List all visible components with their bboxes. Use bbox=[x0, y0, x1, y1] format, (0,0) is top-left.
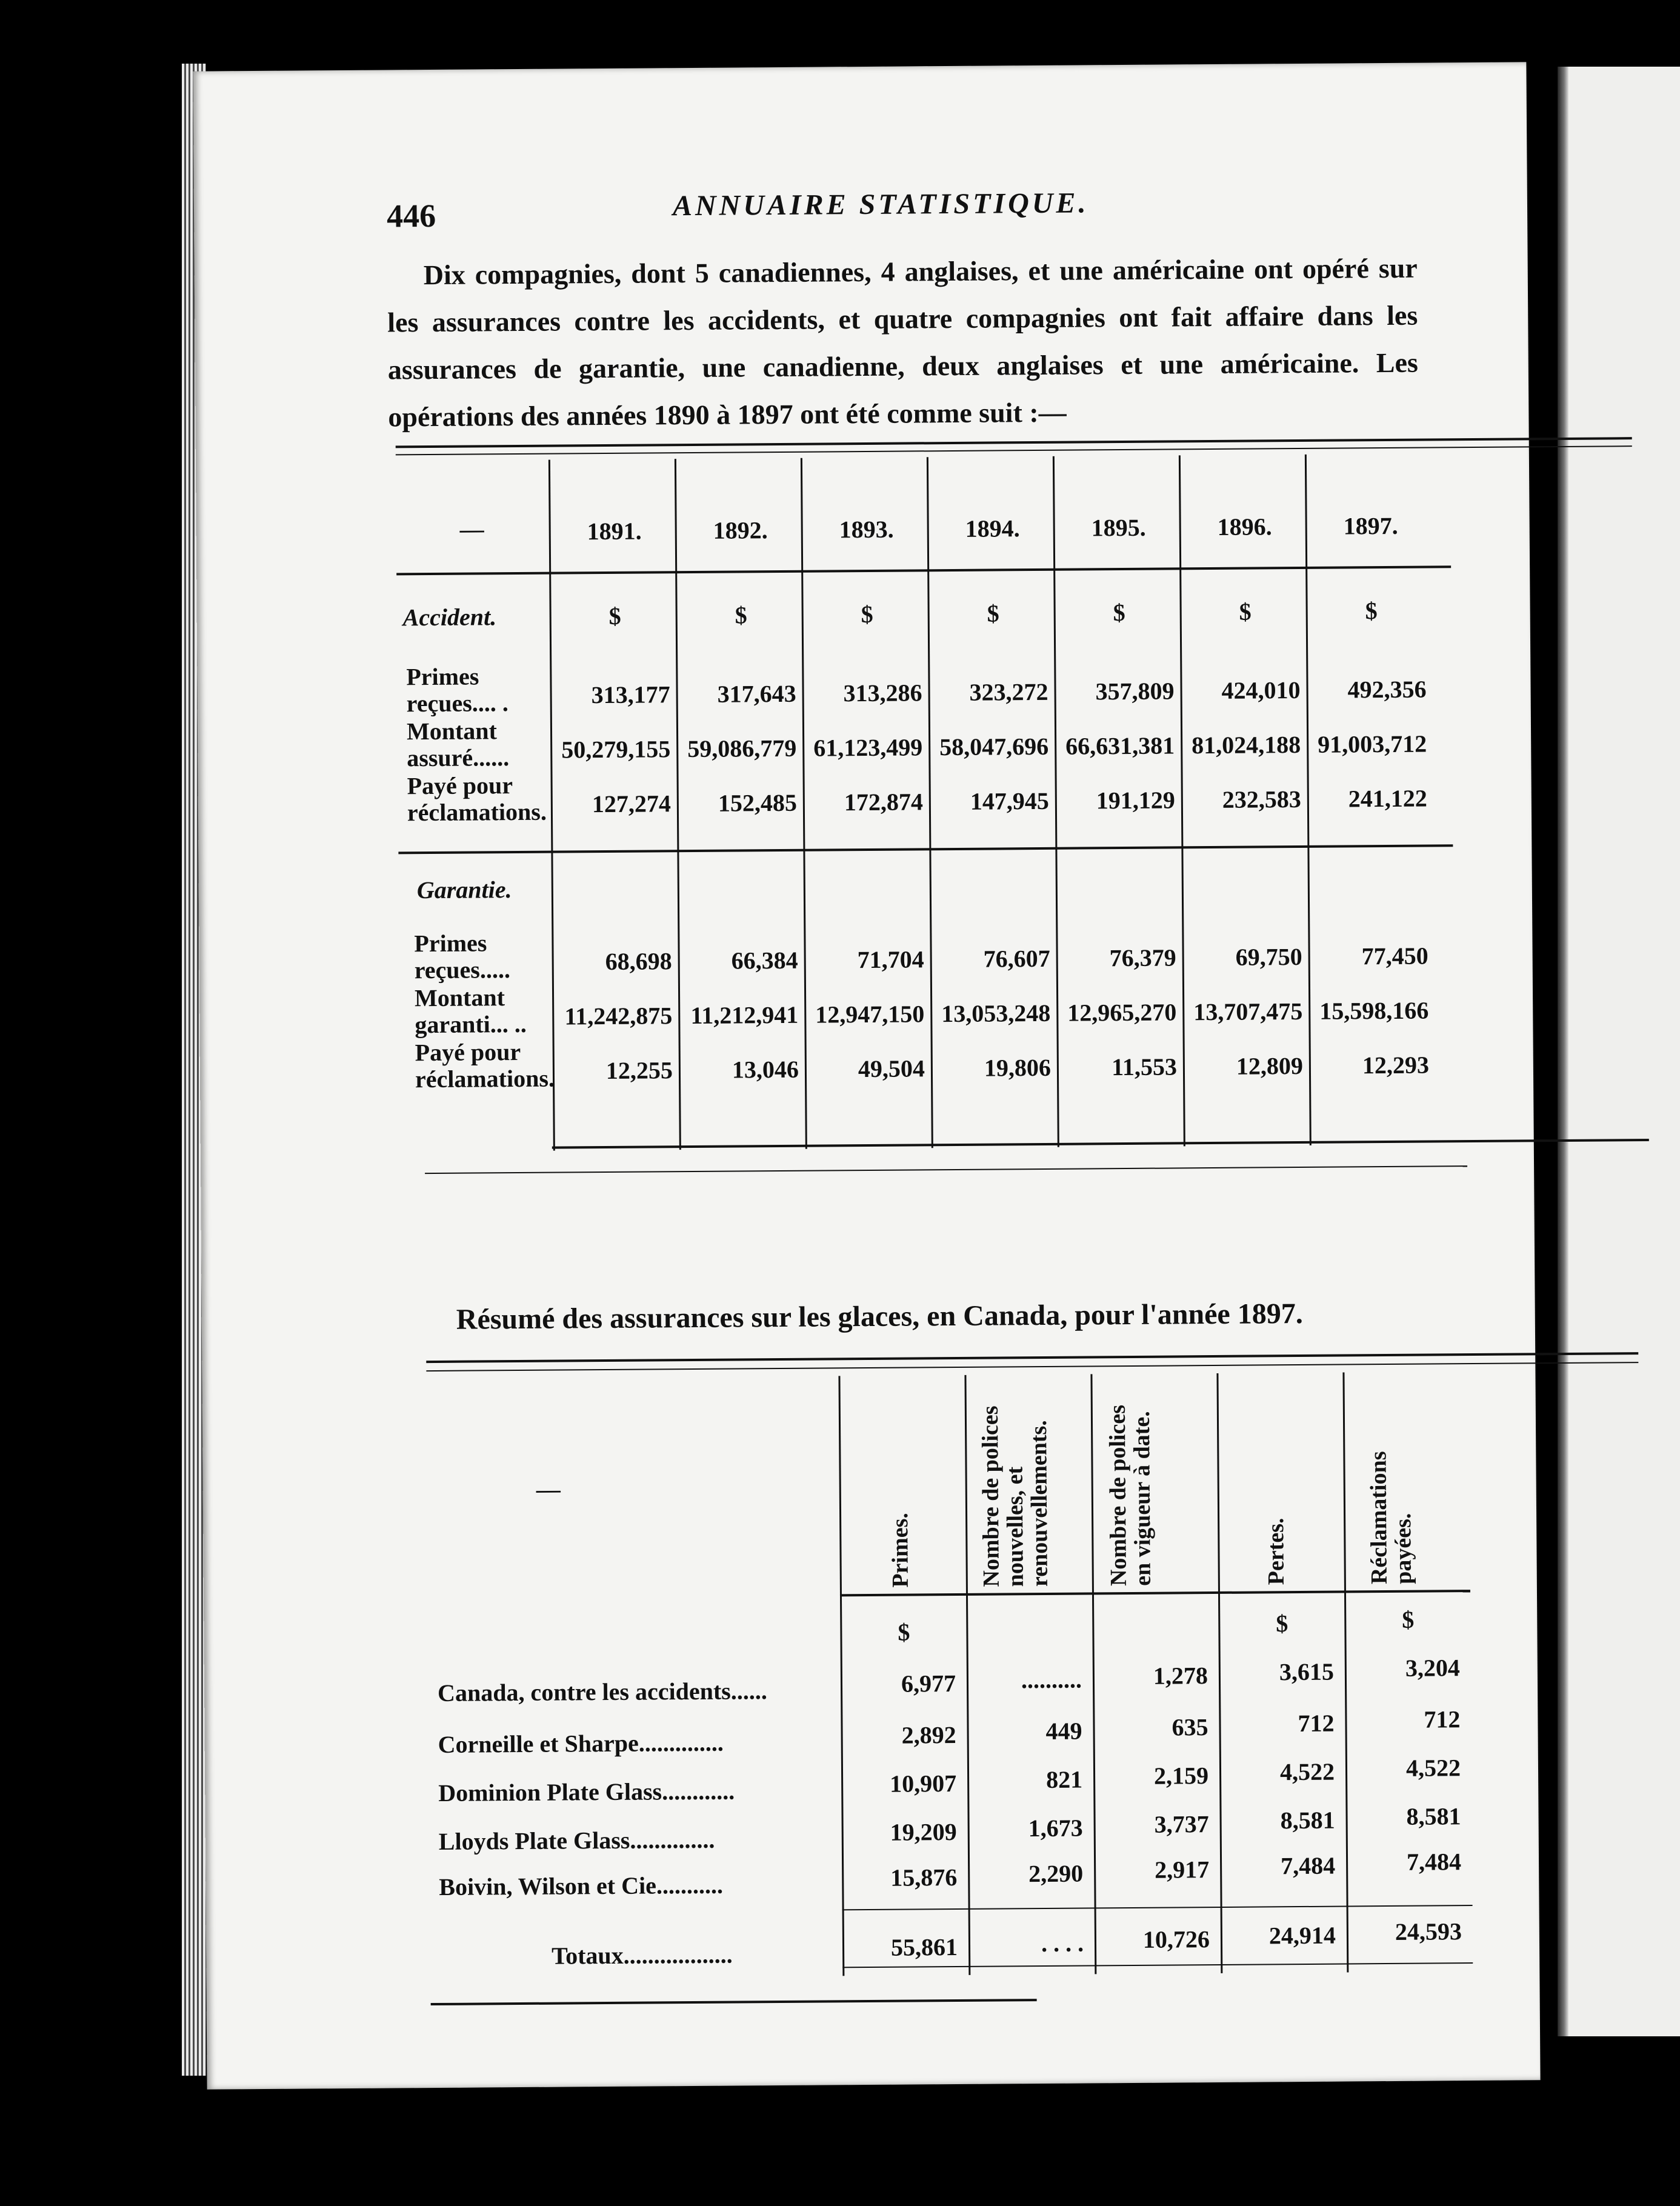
row-label: Montant assuré...... bbox=[406, 717, 510, 772]
leader-dots: ........... bbox=[656, 1871, 724, 1899]
table-cell: 492,356 bbox=[1347, 675, 1427, 704]
year-header: 1897. bbox=[1343, 512, 1398, 540]
col-divider bbox=[927, 457, 933, 1148]
table-cell: 12,965,270 bbox=[1067, 998, 1177, 1027]
currency-mark: $ bbox=[608, 602, 621, 630]
currency-mark: $ bbox=[735, 601, 747, 629]
table-cell: 241,122 bbox=[1348, 784, 1427, 813]
year-header: 1895. bbox=[1091, 513, 1146, 542]
company-row-label bbox=[439, 1871, 723, 1901]
column-header-primes: Primes. bbox=[887, 1513, 913, 1588]
subtotal-rule bbox=[842, 1905, 1473, 1910]
table-cell: 172,874 bbox=[844, 788, 924, 816]
section-title-garantie: Garantie. bbox=[416, 876, 512, 904]
table-cell: 821 bbox=[1045, 1765, 1083, 1793]
table-cell: 313,177 bbox=[591, 681, 670, 709]
table-cell: 77,450 bbox=[1361, 942, 1428, 970]
row-label: Primes reçues..... bbox=[414, 929, 511, 984]
table-cell: 313,286 bbox=[843, 679, 922, 707]
table-cell: 8,581 bbox=[1280, 1806, 1335, 1834]
table-cell: 15,598,166 bbox=[1319, 996, 1429, 1025]
table-cell: 11,242,875 bbox=[564, 1002, 673, 1030]
company-name: Canada, contre les accidents bbox=[437, 1677, 731, 1707]
table-cell: 357,809 bbox=[1095, 677, 1175, 705]
col-divider bbox=[675, 459, 681, 1150]
total-cell: . . . . bbox=[1041, 1929, 1084, 1958]
leader-dots: ............ bbox=[661, 1777, 735, 1805]
table-cell: 58,047,696 bbox=[939, 732, 1049, 761]
table-cell: 635 bbox=[1172, 1713, 1208, 1741]
currency-mark: $ bbox=[1113, 599, 1125, 627]
table-cell: 317,643 bbox=[717, 679, 796, 708]
table-cell: 191,129 bbox=[1096, 786, 1175, 815]
table-cell: 2,892 bbox=[901, 1721, 956, 1749]
table-cell: 12,947,150 bbox=[815, 1000, 925, 1028]
table-cell: 13,707,475 bbox=[1193, 997, 1303, 1026]
table-cell: 1,673 bbox=[1028, 1814, 1083, 1842]
leader-dots: .............. bbox=[630, 1825, 715, 1854]
book-gutter bbox=[1558, 67, 1568, 2036]
table-cell: 1,278 bbox=[1153, 1662, 1208, 1690]
company-row-label bbox=[438, 1676, 767, 1707]
section-title-accident: Accident. bbox=[402, 603, 497, 631]
glass-insurance-title: Résumé des assurances sur les glaces, en Canada, pour l'année 1897. bbox=[456, 1297, 1303, 1336]
total-cell: 10,726 bbox=[1142, 1925, 1210, 1953]
table-cell: 147,945 bbox=[970, 787, 1049, 815]
table-cell: 6,977 bbox=[901, 1669, 956, 1698]
currency-mark: $ bbox=[1402, 1605, 1415, 1633]
table-cell: 91,003,712 bbox=[1318, 730, 1427, 758]
leader-dots: .................. bbox=[623, 1941, 733, 1969]
table-cell: 232,583 bbox=[1222, 785, 1301, 813]
table-top-rule-2 bbox=[396, 445, 1632, 455]
table2-top-rule bbox=[426, 1352, 1638, 1363]
table-cell: 8,581 bbox=[1406, 1802, 1461, 1830]
col-divider bbox=[1216, 1373, 1222, 1973]
table-cell: 3,737 bbox=[1154, 1810, 1209, 1838]
table-cell: 11,212,941 bbox=[690, 1001, 799, 1030]
column-header-reclamations: Réclamations payées. bbox=[1365, 1451, 1416, 1585]
table-cell: 19,209 bbox=[890, 1818, 957, 1846]
col-divider bbox=[1090, 1374, 1096, 1974]
table-cell: 2,290 bbox=[1028, 1859, 1084, 1888]
table-cell: 69,750 bbox=[1235, 942, 1302, 971]
table-cell: 7,484 bbox=[1280, 1851, 1336, 1880]
col-divider bbox=[964, 1375, 970, 1975]
table-cell: 71,704 bbox=[857, 945, 924, 974]
currency-mark: $ bbox=[987, 599, 999, 627]
table-cell: 15,876 bbox=[890, 1863, 958, 1891]
company-name: Corneille et Sharpe bbox=[438, 1729, 639, 1758]
table-cell: 12,255 bbox=[605, 1056, 673, 1085]
facing-page bbox=[1558, 67, 1680, 2036]
table-cell: 66,384 bbox=[731, 946, 798, 975]
table-cell: 7,484 bbox=[1406, 1848, 1462, 1876]
year-header: 1892. bbox=[713, 516, 768, 544]
table-cell: 61,123,499 bbox=[813, 733, 923, 762]
table-cell: 4,522 bbox=[1279, 1758, 1335, 1786]
table-cell: 13,046 bbox=[732, 1055, 799, 1084]
year-header: 1891. bbox=[587, 517, 642, 545]
table-cell: 12,809 bbox=[1236, 1051, 1304, 1080]
table-cell: 4,522 bbox=[1405, 1754, 1461, 1782]
section-rule bbox=[398, 844, 1453, 854]
table-cell: 449 bbox=[1045, 1717, 1082, 1745]
table-cell: .......... bbox=[1021, 1665, 1082, 1694]
table2-bottom-rule bbox=[431, 1999, 1037, 2005]
header-rule bbox=[396, 565, 1451, 575]
stub-header: — bbox=[459, 515, 484, 543]
table-cell: 12,293 bbox=[1362, 1051, 1430, 1079]
year-header: 1896. bbox=[1217, 513, 1272, 541]
table-cell: 424,010 bbox=[1221, 676, 1301, 704]
table-cell: 76,607 bbox=[983, 944, 1050, 973]
currency-mark: $ bbox=[861, 600, 873, 628]
year-header: 1893. bbox=[839, 515, 894, 544]
column-header-new-policies: Nombre de polices nouvelles, et renouvellements. bbox=[977, 1405, 1053, 1587]
table-cell: 2,159 bbox=[1153, 1762, 1209, 1790]
total-cell: 24,593 bbox=[1395, 1918, 1462, 1945]
total-label: Totaux bbox=[551, 1941, 624, 1970]
currency-mark: $ bbox=[1239, 598, 1252, 625]
column-header-pertes: Pertes. bbox=[1263, 1518, 1289, 1585]
col-divider bbox=[801, 458, 807, 1149]
header-rule bbox=[840, 1590, 1470, 1596]
currency-mark: $ bbox=[1365, 597, 1378, 625]
row-label: Primes reçues.... . bbox=[406, 662, 508, 718]
table-cell: 712 bbox=[1424, 1705, 1461, 1733]
table-cell: 81,024,188 bbox=[1192, 730, 1301, 759]
table-end-rule bbox=[425, 1165, 1467, 1174]
table-cell: 712 bbox=[1298, 1709, 1335, 1738]
table-bottom-rule bbox=[552, 1139, 1649, 1149]
total-row-label bbox=[552, 1941, 733, 1970]
running-head: ANNUAIRE STATISTIQUE. bbox=[672, 187, 1089, 222]
currency-mark: $ bbox=[1276, 1610, 1288, 1638]
table-cell: 323,272 bbox=[969, 678, 1048, 706]
col-divider bbox=[838, 1376, 844, 1976]
intro-paragraph: Dix compagnies, dont 5 canadiennes, 4 anglaises, et une américaine ont opéré sur les assurances contre les accidents, et quatre compagnies ont fait affaire dans les assurances de garantie, une canadienne, deux anglaises et une américaine. Les opérations des années 1890 à 1897 ont été comme suit :— bbox=[387, 252, 1418, 433]
col-divider bbox=[1053, 456, 1059, 1147]
leader-dots: ...... bbox=[730, 1677, 767, 1705]
col-divider bbox=[1179, 455, 1185, 1146]
table-cell: 66,631,381 bbox=[1065, 731, 1175, 760]
document-page bbox=[193, 62, 1540, 2089]
table-cell: 10,907 bbox=[889, 1769, 957, 1798]
company-name: Lloyds Plate Glass bbox=[438, 1826, 630, 1855]
table-cell: 3,615 bbox=[1279, 1658, 1335, 1686]
year-header: 1894. bbox=[965, 515, 1020, 542]
table-cell: 76,379 bbox=[1109, 944, 1176, 972]
table-cell: 68,698 bbox=[605, 947, 672, 976]
table-cell: 152,485 bbox=[718, 788, 798, 817]
row-label: Montant garanti... .. bbox=[414, 984, 527, 1039]
company-row-label bbox=[438, 1728, 724, 1759]
col-divider bbox=[1305, 455, 1312, 1145]
table-cell: 127,274 bbox=[592, 790, 672, 818]
page-number: 446 bbox=[386, 197, 436, 235]
table-cell: 11,553 bbox=[1111, 1053, 1178, 1081]
table-cell: 3,204 bbox=[1405, 1654, 1460, 1682]
column-header-policies-in-force: Nombre de polices en vigueur à date. bbox=[1104, 1404, 1156, 1587]
company-row-label bbox=[438, 1777, 735, 1807]
row-label: Payé pour réclamations. bbox=[415, 1038, 555, 1093]
company-name: Boivin, Wilson et Cie bbox=[439, 1871, 657, 1901]
stub-header: — bbox=[536, 1475, 561, 1503]
leader-dots: .............. bbox=[638, 1728, 724, 1757]
currency-mark: $ bbox=[898, 1618, 910, 1646]
col-divider bbox=[1342, 1373, 1348, 1973]
company-name: Dominion Plate Glass bbox=[438, 1778, 662, 1807]
row-label: Payé pour réclamations. bbox=[407, 771, 547, 827]
table-cell: 19,806 bbox=[984, 1053, 1052, 1082]
table-cell: 13,053,248 bbox=[941, 999, 1051, 1028]
company-row-label bbox=[439, 1825, 715, 1856]
total-cell: 24,914 bbox=[1268, 1921, 1336, 1950]
table-cell: 49,504 bbox=[858, 1055, 925, 1083]
total-rule bbox=[842, 1962, 1473, 1968]
table-cell: 2,917 bbox=[1155, 1856, 1210, 1884]
total-cell: 55,861 bbox=[890, 1933, 958, 1961]
table-cell: 50,279,155 bbox=[561, 735, 671, 764]
table-cell: 59,086,779 bbox=[687, 734, 797, 763]
table2-top-rule-2 bbox=[426, 1362, 1638, 1371]
